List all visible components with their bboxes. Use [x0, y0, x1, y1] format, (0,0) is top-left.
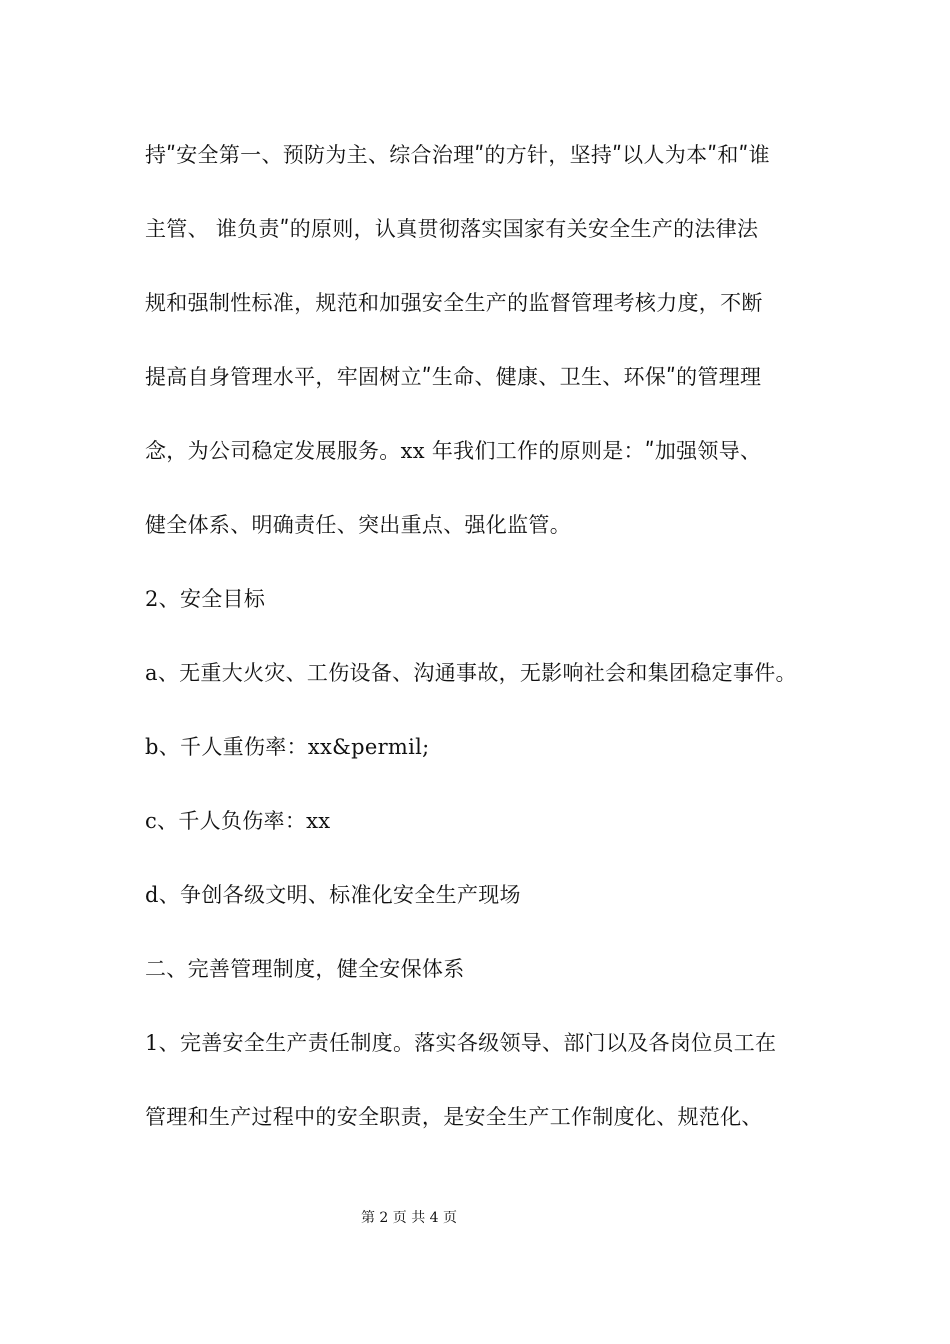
section-heading-safety-goals: 2、安全目标 — [145, 587, 266, 611]
text-line: 健全体系、明确责任、突出重点、强化监管。 — [145, 513, 571, 537]
goal-item-b: b、千人重伤率：xx&permil; — [145, 735, 430, 759]
page-number-footer: 第 2 页 共 4 页 — [360, 1210, 458, 1226]
section-heading-management: 二、完善管理制度，健全安保体系 — [145, 957, 465, 981]
text-line: 持ʺ安全第一、预防为主、综合治理ʺ的方针，坚持ʺ以人为本ʺ和ʺ谁 — [145, 143, 770, 167]
text-line: 管理和生产过程中的安全职责，是安全生产工作制度化、规范化、 — [145, 1105, 763, 1129]
goal-item-a: a、无重大火灾、工伤设备、沟通事故，无影响社会和集团稳定事件。 — [145, 661, 797, 685]
document-body — [145, 130, 825, 1166]
text-line: 规和强制性标准，规范和加强安全生产的监督管理考核力度，不断 — [145, 291, 763, 315]
text-line: 念，为公司稳定发展服务。xx 年我们工作的原则是：ʺ加强领导、 — [145, 439, 762, 463]
goal-item-c: c、千人负伤率：xx — [145, 809, 331, 833]
text-line: 提高自身管理水平，牢固树立ʺ生命、健康、卫生、环保ʺ的管理理 — [145, 365, 762, 389]
goal-item-d: d、争创各级文明、标准化安全生产现场 — [145, 883, 521, 907]
text-line: 1、完善安全生产责任制度。落实各级领导、部门以及各岗位员工在 — [145, 1031, 777, 1055]
text-line: 主管、 谁负责ʺ的原则，认真贯彻落实国家有关安全生产的法律法 — [145, 217, 759, 241]
